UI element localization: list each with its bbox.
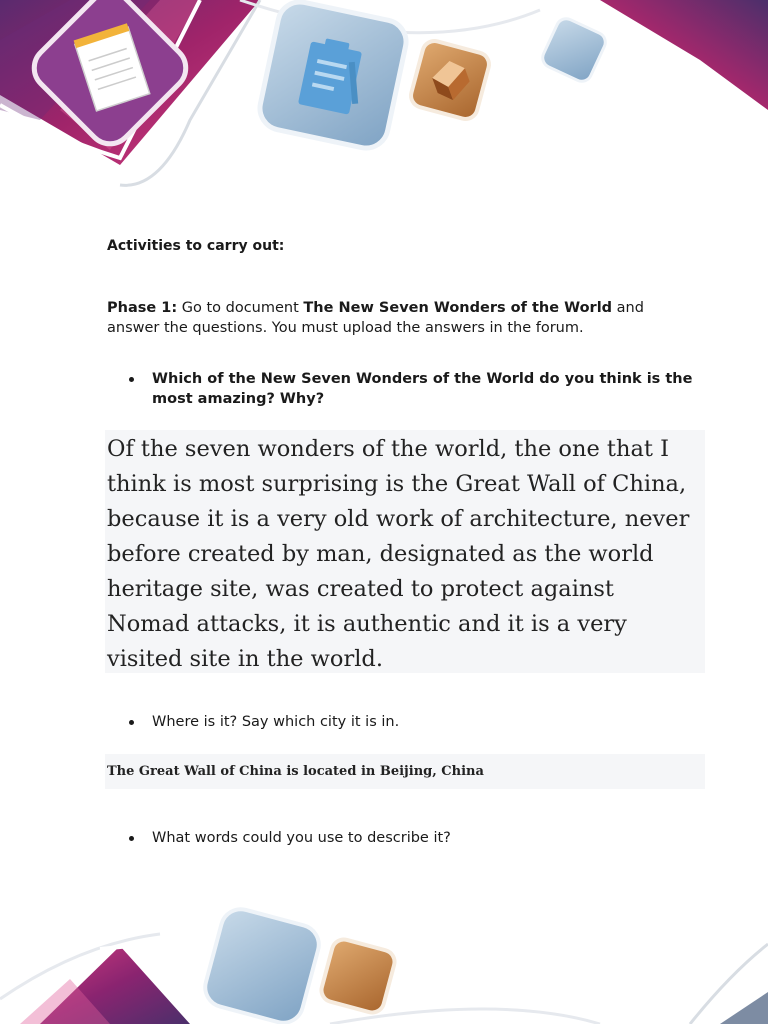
question-item — [107, 369, 707, 409]
question-text: Where is it? Say which city it is in. — [152, 714, 400, 730]
answer-text: The Great Wall of China is located in Beijing, China — [107, 763, 484, 779]
document-title: The New Seven Wonders of the World — [303, 300, 613, 316]
notepad-icon — [74, 23, 150, 111]
phase-label: Phase 1: — [107, 300, 178, 316]
header-decoration — [0, 0, 768, 200]
question-text: Which of the New Seven Wonders of the World do you think is the most amazing? Why? — [152, 371, 693, 407]
question-list — [107, 712, 707, 732]
bullet-icon — [129, 720, 134, 725]
answer-block — [105, 754, 705, 789]
bullet-icon — [129, 836, 134, 841]
phase-text-before: Go to document — [177, 300, 304, 316]
book-icon — [429, 57, 474, 104]
clipboard-icon — [298, 35, 367, 115]
activities-heading: Activities to carry out: — [107, 238, 285, 254]
bullet-icon — [129, 377, 134, 382]
phase-instructions — [107, 298, 697, 338]
question-item — [107, 828, 707, 848]
phase-text-after: and answer the questions. You must upload the answers in the forum. — [107, 300, 644, 336]
question-text: What words could you use to describe it? — [152, 830, 451, 846]
question-item — [107, 712, 707, 732]
footer-decoration — [0, 904, 768, 1024]
answer-block: Of the seven wonders of the world, the one that I think is most surprising is the Great Wall of China, because it is a very old work of architecture, never before created by man, designated as the world heritage site, was created to protect against Nomad attacks, it is authentic and it is a very visited site in the world. — [105, 430, 705, 673]
question-list — [107, 369, 707, 409]
question-list — [107, 828, 707, 848]
